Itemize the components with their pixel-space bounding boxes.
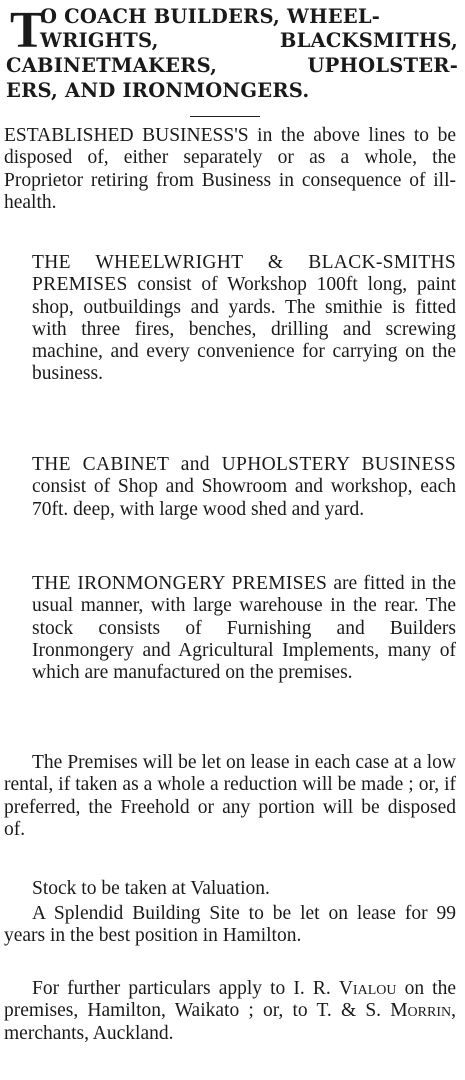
stock-paragraph: Stock to be taken at Valuation. <box>32 878 270 899</box>
headline-line-3 <box>6 53 458 79</box>
lease-paragraph: The Premises will be let on lease in each case at a low rental, if taken as a whole a reduction will be made ; or, if preferred, the Freehold or any portion will be disposed of. <box>4 752 456 840</box>
headline-line-1-text: O COACH BUILDERS, WHEEL- <box>40 5 381 28</box>
cabinet-heading: THE CABINET and UPHOLSTERY BUSINESS <box>32 454 456 475</box>
wheelwright-paragraph <box>32 252 456 386</box>
apply-paragraph <box>4 978 456 1045</box>
wheelwright-text: consist of Workshop 100ft long, paint shop, outbuildings and yards. The smithie is fitted with three fires, benches, drilling and screwing machine, and every convenience for carrying on the business. <box>32 274 456 385</box>
apply-name-morrin: Morrin <box>390 1000 452 1022</box>
apply-text-before: For further particulars apply to I. R. <box>32 978 339 999</box>
headline-line-4 <box>6 78 458 104</box>
divider-rule <box>190 116 260 117</box>
headline-line-2-text: WRIGHTS, BLACKSMITHS, <box>40 29 458 52</box>
headline-line-2 <box>40 28 458 54</box>
ironmongery-heading: THE IRONMONGERY PREMISES <box>32 573 328 594</box>
cabinet-paragraph <box>32 454 456 521</box>
intro-paragraph: ESTABLISHED BUSINESS'S in the above lines to be disposed of, either separately or as a whole, the Proprietor retiring from Business in consequence of ill-health. <box>4 125 456 213</box>
headline-line-1 <box>40 4 458 30</box>
wheelwright-heading: THE WHEELWRIGHT & BLACK-SMITHS PREMISES <box>32 252 456 296</box>
apply-text-middle: on the premises, Hamilton, Waikato ; or, to T. & S. <box>4 978 456 1022</box>
headline-line-4-text: ERS, AND IRONMONGERS. <box>6 79 310 102</box>
ironmongery-text: are fitted in the usual manner, with large warehouse in the rear. The stock consists of Furnishing and Builders Ironmongery and Agricultural Implements, many of which are manufactured on the premises. <box>32 573 456 684</box>
site-paragraph: A Splendid Building Site to be let on lease for 99 years in the best position in Hamilton. <box>4 903 456 947</box>
cabinet-text: consist of Shop and Showroom and workshop, each 70ft. deep, with large wood shed and yard. <box>32 476 456 520</box>
headline-line-3-text: CABINETMAKERS, UPHOLSTER- <box>6 54 458 77</box>
apply-name-vialou: Vialou <box>338 978 397 999</box>
drop-cap: T <box>10 2 45 59</box>
ironmongery-paragraph <box>32 573 456 684</box>
apply-text-after: , merchants, Auckland. <box>4 1000 456 1044</box>
